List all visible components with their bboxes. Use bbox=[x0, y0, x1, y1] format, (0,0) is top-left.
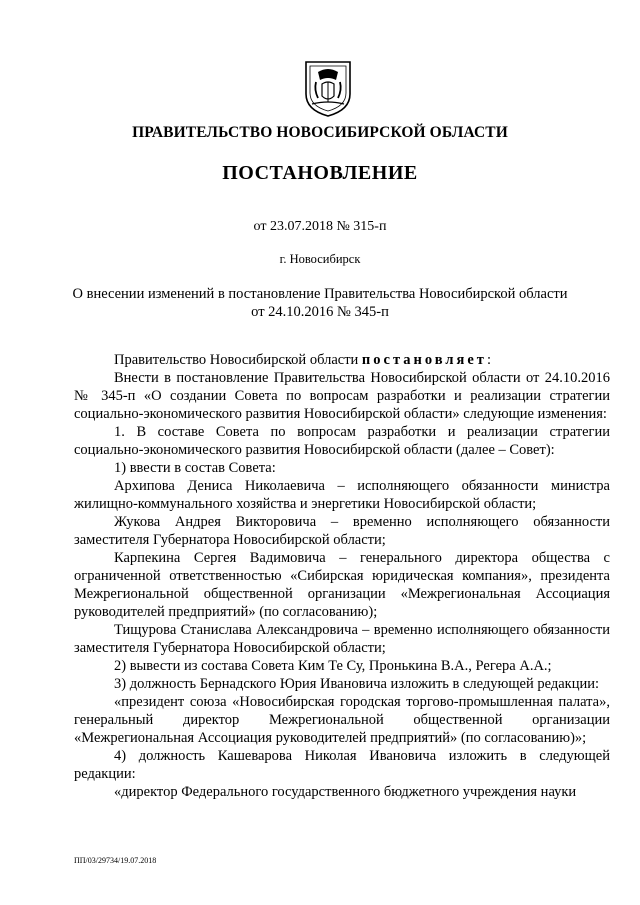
body-paragraph: Карпекина Сергея Вадимовича – генерального директора общества с ограниченной ответственностью «Сибирская юридическая компания», президента Межрегиональной общественной организации «Межрегиональная Ассоциация руководителей предприятий» (по согласованию); bbox=[74, 550, 610, 620]
government-name: ПРАВИТЕЛЬСТВО НОВОСИБИРСКОЙ ОБЛАСТИ bbox=[132, 124, 508, 141]
body-paragraph: 2) вывести из состава Совета Ким Те Су, Пронькина В.А., Регера А.А.; bbox=[114, 658, 552, 674]
document-body bbox=[74, 351, 610, 801]
body-paragraph: Внести в постановление Правительства Новосибирской области от 24.10.2016 № 345-п «О создании Совета по вопросам разработки и реализации стратегии социально-экономического развития Новосибирской области» следующие изменения: bbox=[74, 370, 610, 422]
document-subject bbox=[0, 285, 640, 321]
city: г. Новосибирск bbox=[279, 252, 361, 266]
subject-line-2: от 24.10.2016 № 345-п bbox=[251, 304, 389, 320]
subject-line-1: О внесении изменений в постановление Правительства Новосибирской области bbox=[72, 286, 568, 302]
document-type-title: ПОСТАНОВЛЕНИЕ bbox=[222, 162, 418, 184]
body-paragraph: 1) ввести в состав Совета: bbox=[114, 460, 276, 476]
document-footer-code: ПП/03/29734/19.07.2018 bbox=[74, 856, 157, 865]
body-paragraph: 4) должность Кашеварова Николая Ивановича изложить в следующей редакции: bbox=[74, 748, 610, 782]
intro-paragraph bbox=[74, 351, 610, 369]
intro-colon: : bbox=[486, 352, 491, 368]
body-paragraph: Тищурова Станислава Александровича – временно исполняющего обязанности заместителя Губернатора Новосибирской области; bbox=[74, 622, 610, 656]
intro-lead: Правительство Новосибирской области bbox=[114, 352, 362, 368]
date-and-number: от 23.07.2018 № 315-п bbox=[253, 219, 387, 234]
body-paragraph: 1. В составе Совета по вопросам разработки и реализации стратегии социально-экономического развития Новосибирской области (далее – Совет): bbox=[74, 424, 610, 458]
body-paragraph: 3) должность Бернадского Юрия Ивановича изложить в следующей редакции: bbox=[114, 676, 600, 692]
decree-keyword: постановляет bbox=[361, 352, 487, 368]
body-paragraph: Архипова Дениса Николаевича – исполняющего обязанности министра жилищно-коммунального хозяйства и энергетики Новосибирской области; bbox=[74, 478, 610, 512]
body-paragraph: «президент союза «Новосибирская городская торгово-промышленная палата», генеральный директор Межрегиональной общественной организации «Межрегиональная Ассоциация руководителей предприятий» (по согласованию)»; bbox=[74, 694, 610, 746]
body-paragraph: «директор Федерального государственного бюджетного учреждения науки bbox=[114, 784, 577, 800]
coat-of-arms-emblem bbox=[302, 60, 354, 118]
body-paragraph: Жукова Андрея Викторовича – временно исполняющего обязанности заместителя Губернатора Новосибирской области; bbox=[74, 514, 610, 548]
